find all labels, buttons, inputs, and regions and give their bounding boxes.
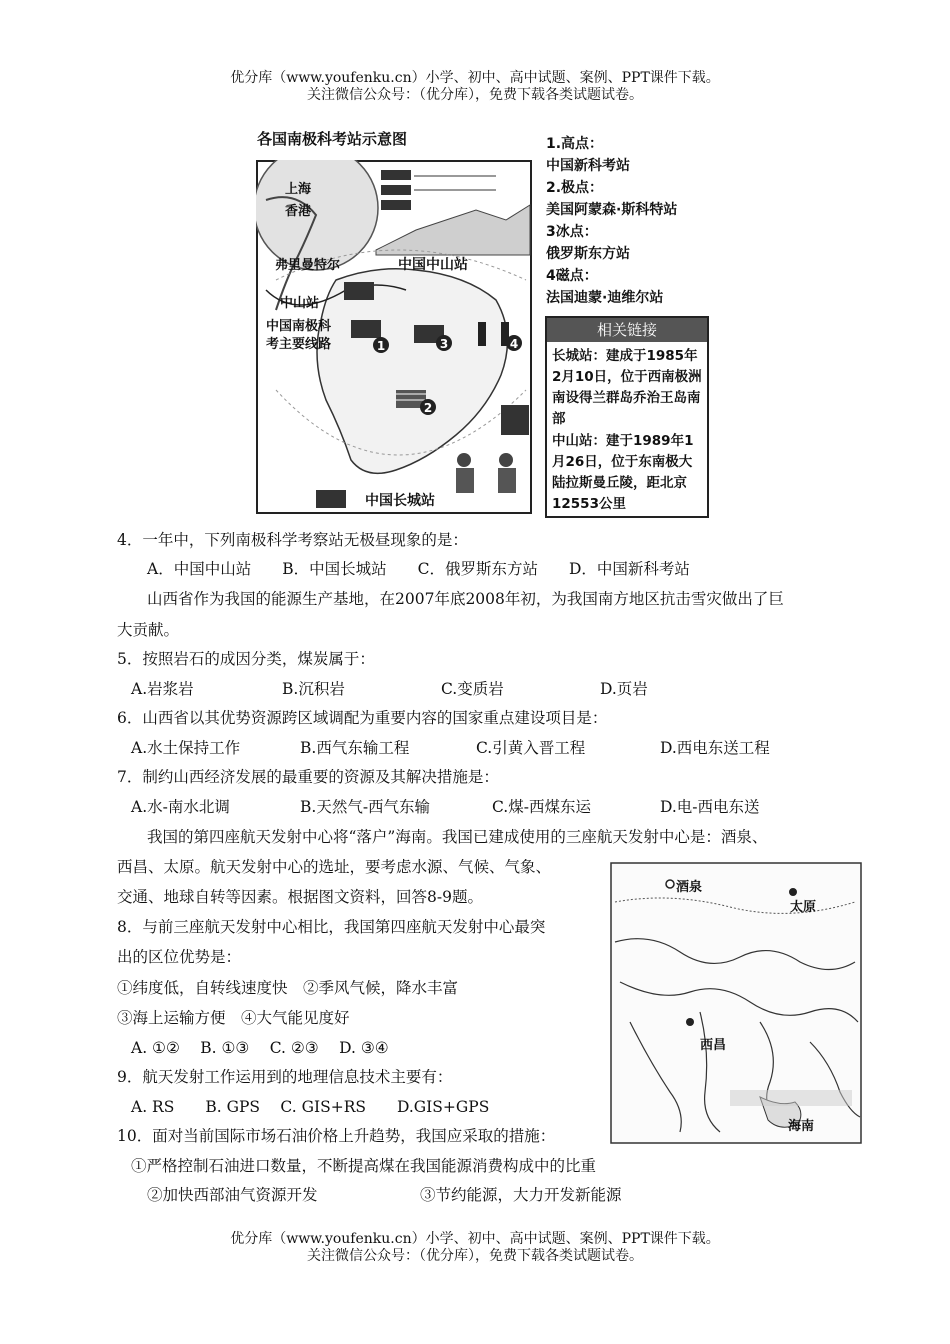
q6-option-a: A.水土保持工作	[131, 739, 241, 757]
q8-stem-2: 出的区位优势是：	[117, 948, 242, 966]
related-changcheng: 长城站：建成于1985年2月10日，位于西南极洲南设得兰群岛乔治王岛南部	[552, 348, 702, 427]
legend-4: 美国阿蒙森·斯科特站	[546, 202, 678, 218]
q8-stem-1: 8．与前三座航天发射中心相比，我国第四座航天发射中心最突	[117, 918, 546, 936]
q7-stem: 7．制约山西经济发展的最重要的资源及其解决措施是：	[117, 768, 499, 786]
q10-item-1: ①严格控制石油进口数量，不断提高煤在我国能源消费构成中的比重	[131, 1157, 597, 1175]
q5-option-d: D.页岩	[600, 680, 648, 698]
legend-3: 2.极点：	[546, 180, 604, 196]
label-zhongshan-big: 中国中山站	[398, 257, 468, 273]
antarctic-figure-title: 各国南极科考站示意图	[257, 130, 408, 148]
svg-text:1: 1	[376, 339, 386, 353]
q6-option-c: C.引黄入晋工程	[476, 739, 586, 757]
q6-stem: 6．山西省以其优势资源跨区域调配为重要内容的国家重点建设项目是：	[117, 709, 608, 727]
header-line-2: 关注微信公众号：（优分库），免费下载各类试题试卷。	[307, 87, 643, 103]
map-label-jiuquan: 酒泉	[676, 880, 703, 895]
q10-stem: 10．面对当前国际市场石油价格上升趋势，我国应采取的措施：	[117, 1127, 556, 1145]
related-zhongshan: 中山站：建于1989年1月26日，位于东南极大陆拉斯曼丘陵，距北京12553公里	[552, 433, 694, 512]
header-line-1: 优分库（www.youfenku.cn）小学、初中、高中试题、案例、PPT课件下载。	[230, 70, 720, 86]
label-fremantle: 弗里曼特尔	[275, 258, 341, 273]
svg-text:2: 2	[423, 401, 433, 415]
footer-line-1: 优分库（www.youfenku.cn）小学、初中、高中试题、案例、PPT课件下载。	[230, 1231, 720, 1247]
label-route-1: 中国南极科	[266, 319, 332, 334]
q7-option-a: A.水-南水北调	[131, 798, 230, 816]
legend-7: 4磁点：	[546, 268, 598, 284]
related-links-box	[545, 316, 709, 518]
station-marker-3	[436, 335, 452, 351]
label-route-2: 考主要线路	[266, 337, 332, 352]
q5-option-a: A.岩浆岩	[131, 680, 194, 698]
q10-item-2a: ②加快西部油气资源开发	[147, 1186, 318, 1204]
svg-text:3: 3	[439, 337, 449, 351]
station-marker-1	[373, 337, 389, 353]
q5-option-c: C.变质岩	[441, 680, 504, 698]
passage-space-3: 交通、地球自转等因素。根据图文资料，回答8-9题。	[117, 888, 483, 906]
map-label-hainan: 海南	[788, 1119, 815, 1134]
china-launch-center-map	[610, 862, 862, 1144]
legend-2: 中国新科考站	[546, 158, 630, 174]
q7-option-c: C.煤-西煤东运	[492, 798, 591, 816]
related-links-title: 相关链接	[547, 318, 707, 342]
station-marker-4	[506, 335, 522, 351]
q4-options: A．中国中山站 B．中国长城站 C．俄罗斯东方站 D．中国新科考站	[147, 560, 690, 578]
q7-option-d: D.电-西电东送	[660, 798, 760, 816]
q6-option-b: B.西气东输工程	[300, 739, 410, 757]
label-changcheng-big: 中国长城站	[365, 493, 435, 509]
station-marker-2	[420, 399, 436, 415]
map-label-taiyuan: 太原	[790, 900, 817, 915]
q6-option-d: D.西电东送工程	[660, 739, 770, 757]
q9-stem: 9．航天发射工作运用到的地理信息技术主要有：	[117, 1068, 453, 1086]
q8-item-1: ①纬度低，自转线速度快 ②季风气候，降水丰富	[117, 979, 459, 997]
passage-shanxi-2: 大贡献。	[117, 621, 180, 639]
q10-item-2b: ③节约能源，大力开发新能源	[420, 1186, 622, 1204]
legend-1: 1.高点：	[546, 136, 604, 152]
q9-options: A. RS B. GPS C. GIS+RS D.GIS+GPS	[131, 1098, 490, 1116]
footer-line-2: 关注微信公众号：（优分库），免费下载各类试题试卷。	[307, 1248, 643, 1264]
q7-option-b: B.天然气-西气东输	[300, 798, 431, 816]
legend-5: 3冰点：	[546, 224, 598, 240]
map-label-xichang: 西昌	[700, 1038, 727, 1053]
q5-option-b: B.沉积岩	[282, 680, 345, 698]
label-hongkong: 香港	[285, 204, 312, 219]
q5-stem: 5．按照岩石的成因分类，煤炭属于：	[117, 650, 375, 668]
passage-shanxi-1: 山西省作为我国的能源生产基地，在2007年底2008年初，为我国南方地区抗击雪灾做出了巨	[147, 590, 784, 608]
label-shanghai: 上海	[285, 182, 312, 197]
q4-stem: 4．一年中，下列南极科学考察站无极昼现象的是：	[117, 531, 468, 549]
label-zhongshan: 中山站	[280, 296, 320, 311]
legend-8: 法国迪蒙·迪维尔站	[546, 290, 664, 306]
passage-space-2: 西昌、太原。航天发射中心的选址，要考虑水源、气候、气象、	[117, 858, 552, 876]
q8-item-2: ③海上运输方便 ④大气能见度好	[117, 1009, 350, 1027]
legend-6: 俄罗斯东方站	[546, 246, 630, 262]
svg-text:4: 4	[509, 337, 519, 351]
passage-space-1: 我国的第四座航天发射中心将“落户”海南。我国已建成使用的三座航天发射中心是：酒泉、	[147, 828, 768, 846]
q8-options: A. ①② B. ①③ C. ②③ D. ③④	[131, 1039, 389, 1057]
